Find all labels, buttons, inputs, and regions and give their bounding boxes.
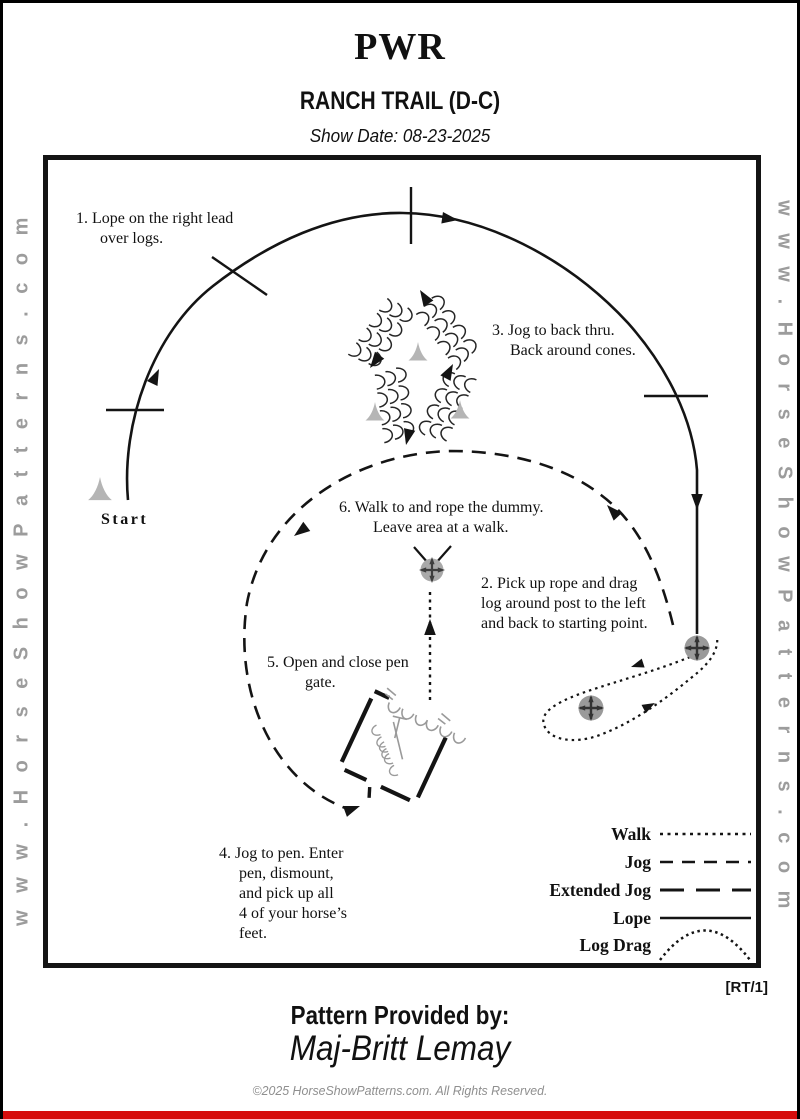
- pattern-code: [RT/1]: [725, 979, 768, 996]
- bottom-accent-bar: [3, 1111, 797, 1119]
- legend-label-lope: Lope: [613, 908, 651, 928]
- provided-by-name: Maj-Britt Lemay: [289, 1029, 511, 1068]
- instruction-1: 1. Lope on the right lead over logs.: [76, 210, 234, 247]
- post-icon: [578, 695, 604, 721]
- instruction-4: 4. Jog to pen. Enter pen, dismount, and pick up all 4 of your horse’s feet.: [219, 845, 347, 942]
- copyright: ©2025 HorseShowPatterns.com. All Rights Reserved.: [252, 1083, 548, 1098]
- start-label: Start: [101, 511, 149, 528]
- dummy-icon: [414, 546, 451, 583]
- course-diagram: [3, 3, 800, 1119]
- legend-lines: [660, 834, 751, 960]
- log-drag-arrows: [630, 659, 658, 713]
- lope-arrows: [147, 212, 703, 510]
- legend-label-log-drag: Log Drag: [579, 935, 651, 955]
- start-cone-icon: [88, 477, 112, 500]
- watermark-left: www.HorseShowPatterns.com: [10, 200, 33, 926]
- instruction-3: 3. Jog to back thru. Back around cones.: [492, 322, 636, 359]
- provided-by-label: Pattern Provided by:: [290, 1000, 510, 1030]
- legend-line-log-drag: [660, 931, 750, 961]
- pen-gate-rope: [354, 688, 471, 798]
- legend-label-walk: Walk: [611, 824, 651, 844]
- instruction-6: 6. Walk to and rope the dummy. Leave area at a walk.: [339, 499, 544, 536]
- cone-icon: [409, 342, 428, 361]
- pen-obstacle: [333, 684, 471, 824]
- pattern-title: PWR: [354, 26, 446, 68]
- walk-arrow: [424, 619, 436, 635]
- legend-label-jog: Jog: [624, 852, 651, 872]
- show-date: Show Date: 08-23-2025: [309, 126, 491, 146]
- watermark-right: www.HorseShowPatterns.com: [773, 200, 796, 926]
- instruction-5: 5. Open and close pen gate.: [267, 654, 409, 691]
- pattern-class: RANCH TRAIL (D-C): [299, 87, 501, 115]
- back-thru-obstacle: [348, 287, 481, 446]
- legend-label-extended-jog: Extended Jog: [549, 880, 651, 900]
- lope-path: [106, 187, 708, 634]
- cone-icon: [451, 400, 470, 419]
- instruction-2: 2. Pick up rope and drag log around post to the left and back to starting point.: [481, 575, 648, 632]
